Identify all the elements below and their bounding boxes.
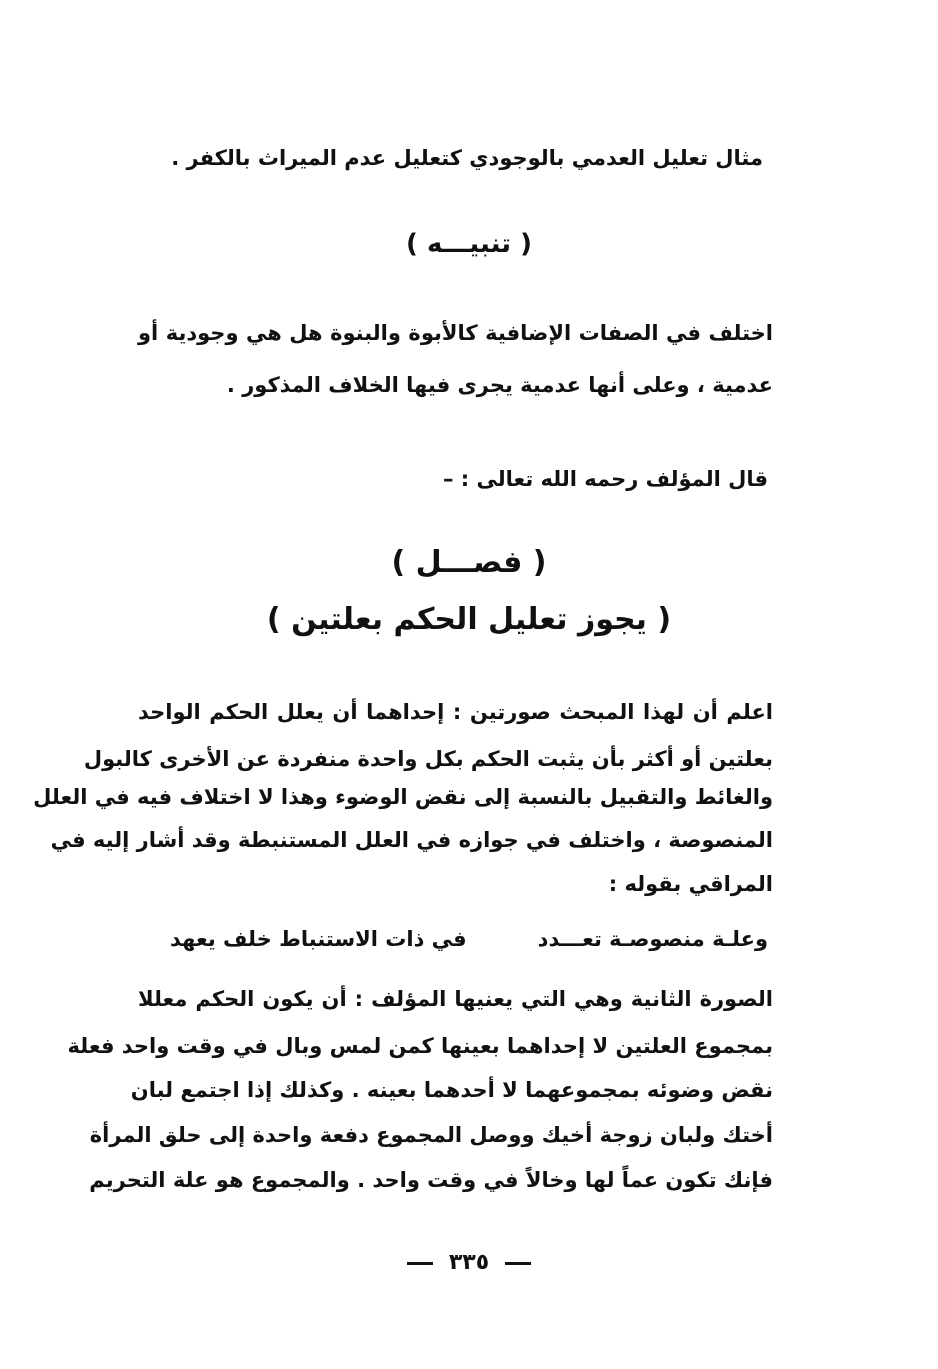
paragraph2-line-5: فإنك تكون عماً لها وخالاً في وقت واحد . والمجموع هو علة التحريم — [89, 1168, 773, 1192]
paragraph2-line-4: أختك ولبان زوجة أخيك ووصل المجموع دفعة واحدة إلى حلق المرأة — [89, 1123, 773, 1147]
intro-line: مثال تعليل العدمي بالوجودي كتعليل عدم الميراث بالكفر . — [171, 146, 763, 170]
author-says: قال المؤلف رحمه الله تعالى : – — [442, 467, 768, 491]
paragraph1-line-5: المراقي بقوله : — [608, 872, 773, 896]
page-number-dash-right — [505, 1262, 531, 1265]
verse-second-hemistich: في ذات الاستنباط خلف يعهد — [170, 927, 467, 951]
page-number-text: ٣٣٥ — [448, 1250, 490, 1275]
fasl-subheading: ( يجوز تعليل الحكم بعلتين ) — [266, 602, 672, 637]
page-number-dash-left — [407, 1262, 433, 1265]
paragraph2-line-3: نقض وضوئه بمجموعهما لا أحدهما بعينه . وكذلك إذا اجتمع لبان — [130, 1078, 773, 1102]
paragraph2-line-1: الصورة الثانية وهي التي يعنيها المؤلف : أن يكون الحكم معللا — [138, 987, 773, 1011]
paragraph1-line-3: والغائط والتقبيل بالنسبة إلى نقض الوضوء وهذا لا اختلاف فيه في العلل — [33, 785, 773, 809]
fasl-heading: ( فصـــل ) — [391, 545, 547, 580]
paragraph1-line-1: اعلم أن لهذا المبحث صورتين : إحداهما أن يعلل الحكم الواحد — [138, 700, 773, 724]
tanbih-line-2: عدمية ، وعلى أنها عدمية يجرى فيها الخلاف المذكور . — [226, 373, 773, 397]
paragraph2-line-2: بمجموع العلتين لا إحداهما بعينها كمن لمس وبال في وقت واحد فعلة — [67, 1034, 773, 1058]
tanbih-line-1: اختلف في الصفات الإضافية كالأبوة والبنوة هل هي وجودية أو — [138, 321, 773, 345]
verse-first-hemistich: وعلـة منصوصـة تعـــدد — [537, 927, 768, 951]
paragraph1-line-4: المنصوصة ، واختلف في جوازه في العلل المستنبطة وقد أشار إليه في — [50, 828, 773, 852]
tanbih-heading: ( تنبيـــه ) — [406, 229, 532, 259]
paragraph1-line-2: بعلتين أو أكثر بأن يثبت الحكم بكل واحدة منفردة عن الأخرى كالبول — [83, 747, 773, 771]
page-number — [0, 1250, 938, 1275]
